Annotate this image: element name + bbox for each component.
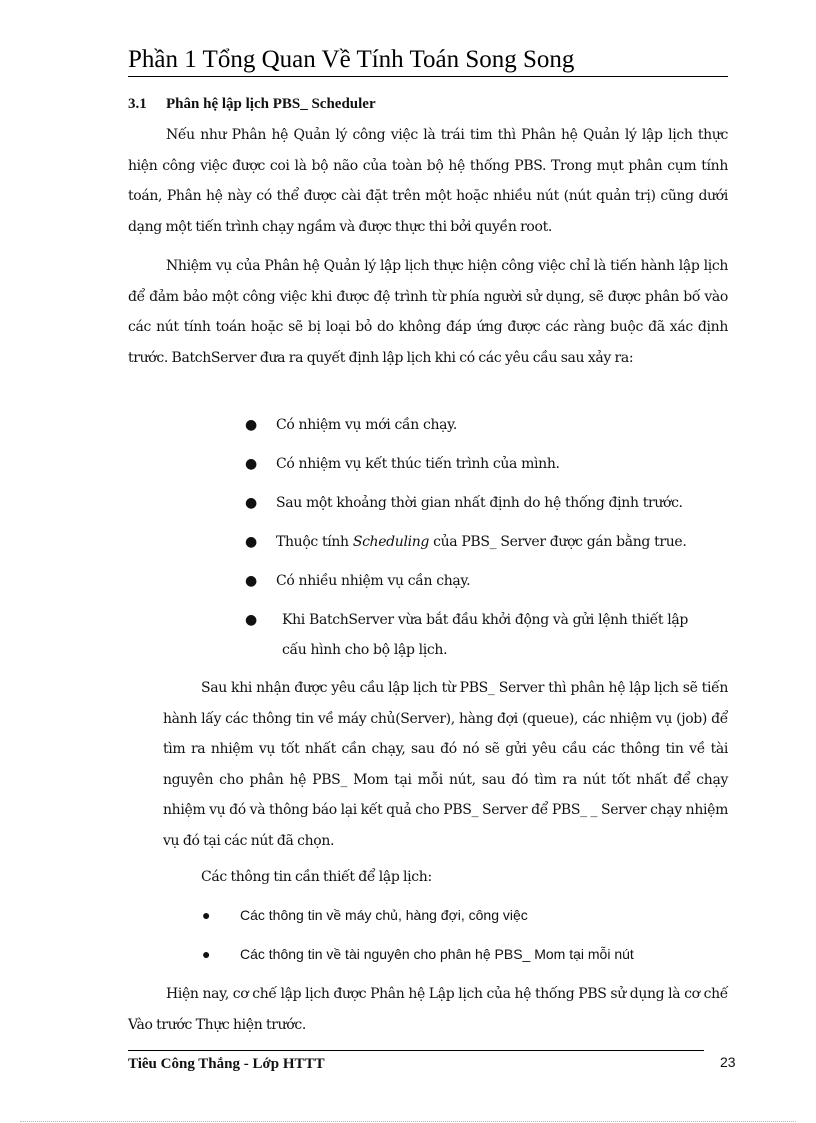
list-item-emphasis: Scheduling bbox=[352, 534, 429, 550]
bullet-icon: ● bbox=[202, 946, 211, 962]
list-item-text: của PBS_ Server được gán bằng true. bbox=[428, 534, 687, 550]
required-info-list bbox=[200, 900, 728, 978]
list-item-text: Các thông tin về tài nguyên cho phân hệ PBS_ Mom tại mỗi nút bbox=[240, 946, 634, 962]
bullet-icon: ● bbox=[245, 456, 257, 472]
footer-rule bbox=[128, 1050, 704, 1051]
footer-author: Tiêu Công Thắng - Lớp HTTT bbox=[128, 1056, 325, 1072]
list-item bbox=[240, 449, 730, 479]
list-item bbox=[240, 410, 730, 440]
list-item-text: Các thông tin về máy chủ, hàng đợi, công việc bbox=[240, 907, 528, 923]
bullet-icon: ● bbox=[202, 907, 211, 923]
header-rule bbox=[128, 76, 728, 77]
page-header-title: Phần 1 Tổng Quan Về Tính Toán Song Song bbox=[128, 46, 575, 73]
list-item bbox=[200, 900, 728, 930]
paragraph-2: Nhiệm vụ của Phân hệ Quản lý lập lịch thực hiện công việc chỉ là tiến hành lập lịch để đảm bảo một công việc khi được đệ trình từ phía người sử dụng, sẽ được phân bố vào các nút tính toán hoặc sẽ bị loại bỏ do không đáp ứng được các ràng buộc đã xác định trước. BatchServer đưa ra quyết định lập lịch khi có các yêu cầu sau xảy ra: bbox=[128, 258, 728, 366]
page-bottom-border bbox=[20, 1121, 796, 1122]
list-item bbox=[200, 939, 728, 969]
bullet-icon: ● bbox=[245, 495, 257, 511]
list-item-text: Khi BatchServer vừa bắt đầu khởi động và gửi lệnh thiết lập cấu hình cho bộ lập lịch. bbox=[282, 612, 689, 658]
list-item-text: Sau một khoảng thời gian nhất định do hệ thống định trước. bbox=[276, 495, 683, 511]
paragraph-5: Hiện nay, cơ chế lập lịch được Phân hệ Lập lịch của hệ thống PBS sử dụng là cơ chế Vào trước Thực hiện trước. bbox=[128, 986, 728, 1033]
paragraph-1: Nếu như Phân hệ Quản lý công việc là trái tim thì Phân hệ Quản lý lập lịch thực hiện công việc được coi là bộ não của toàn bộ hệ thống PBS. Trong mụt phân cụm tính toán, Phân hệ này có thể được cài đặt trên một hoặc nhiều nút (nút quản trị) cũng dưới dạng một tiến trình chạy ngầm và được thực thi bởi quyền root. bbox=[128, 127, 728, 235]
list-item-text: Có nhiều nhiệm vụ cần chạy. bbox=[276, 573, 471, 589]
list-item-text: Có nhiệm vụ kết thúc tiến trình của mình. bbox=[276, 456, 560, 472]
section-title: Phân hệ lập lịch PBS_ Scheduler bbox=[166, 96, 376, 112]
page-number: 23 bbox=[720, 1054, 736, 1070]
bullet-icon: ● bbox=[245, 612, 257, 628]
bullet-icon: ● bbox=[245, 573, 257, 589]
list-item bbox=[240, 527, 730, 557]
bullet-icon: ● bbox=[245, 417, 257, 433]
section-number: 3.1 bbox=[128, 96, 147, 112]
list-item bbox=[240, 488, 730, 518]
list-item-text: Thuộc tính bbox=[276, 534, 353, 550]
section-heading bbox=[128, 96, 376, 113]
bullet-icon: ● bbox=[245, 534, 257, 550]
list-item bbox=[240, 605, 712, 665]
paragraph-4: Các thông tin cần thiết để lập lịch: bbox=[201, 869, 432, 885]
list-item bbox=[240, 566, 730, 596]
list-item-text: Có nhiệm vụ mới cần chạy. bbox=[276, 417, 457, 433]
scheduling-triggers-list bbox=[240, 410, 730, 674]
paragraph-3: Sau khi nhận được yêu cầu lập lịch từ PBS_ Server thì phân hệ lập lịch sẽ tiến hành lấy các thông tin về máy chủ(Server), hàng đợi (queue), các nhiệm vụ (job) để tìm ra nhiệm vụ tốt nhất cần chạy, sau đó nó sẽ gửi yêu cầu các thông tin về tài nguyên cho phân hệ PBS_ Mom tại mỗi nút, sau đó tìm ra nút tốt nhất để chạy nhiệm vụ đó và thông báo lại kết quả cho PBS_ Server để PBS_ _ Server chạy nhiệm vụ đó tại các nút đã chọn. bbox=[163, 680, 728, 849]
